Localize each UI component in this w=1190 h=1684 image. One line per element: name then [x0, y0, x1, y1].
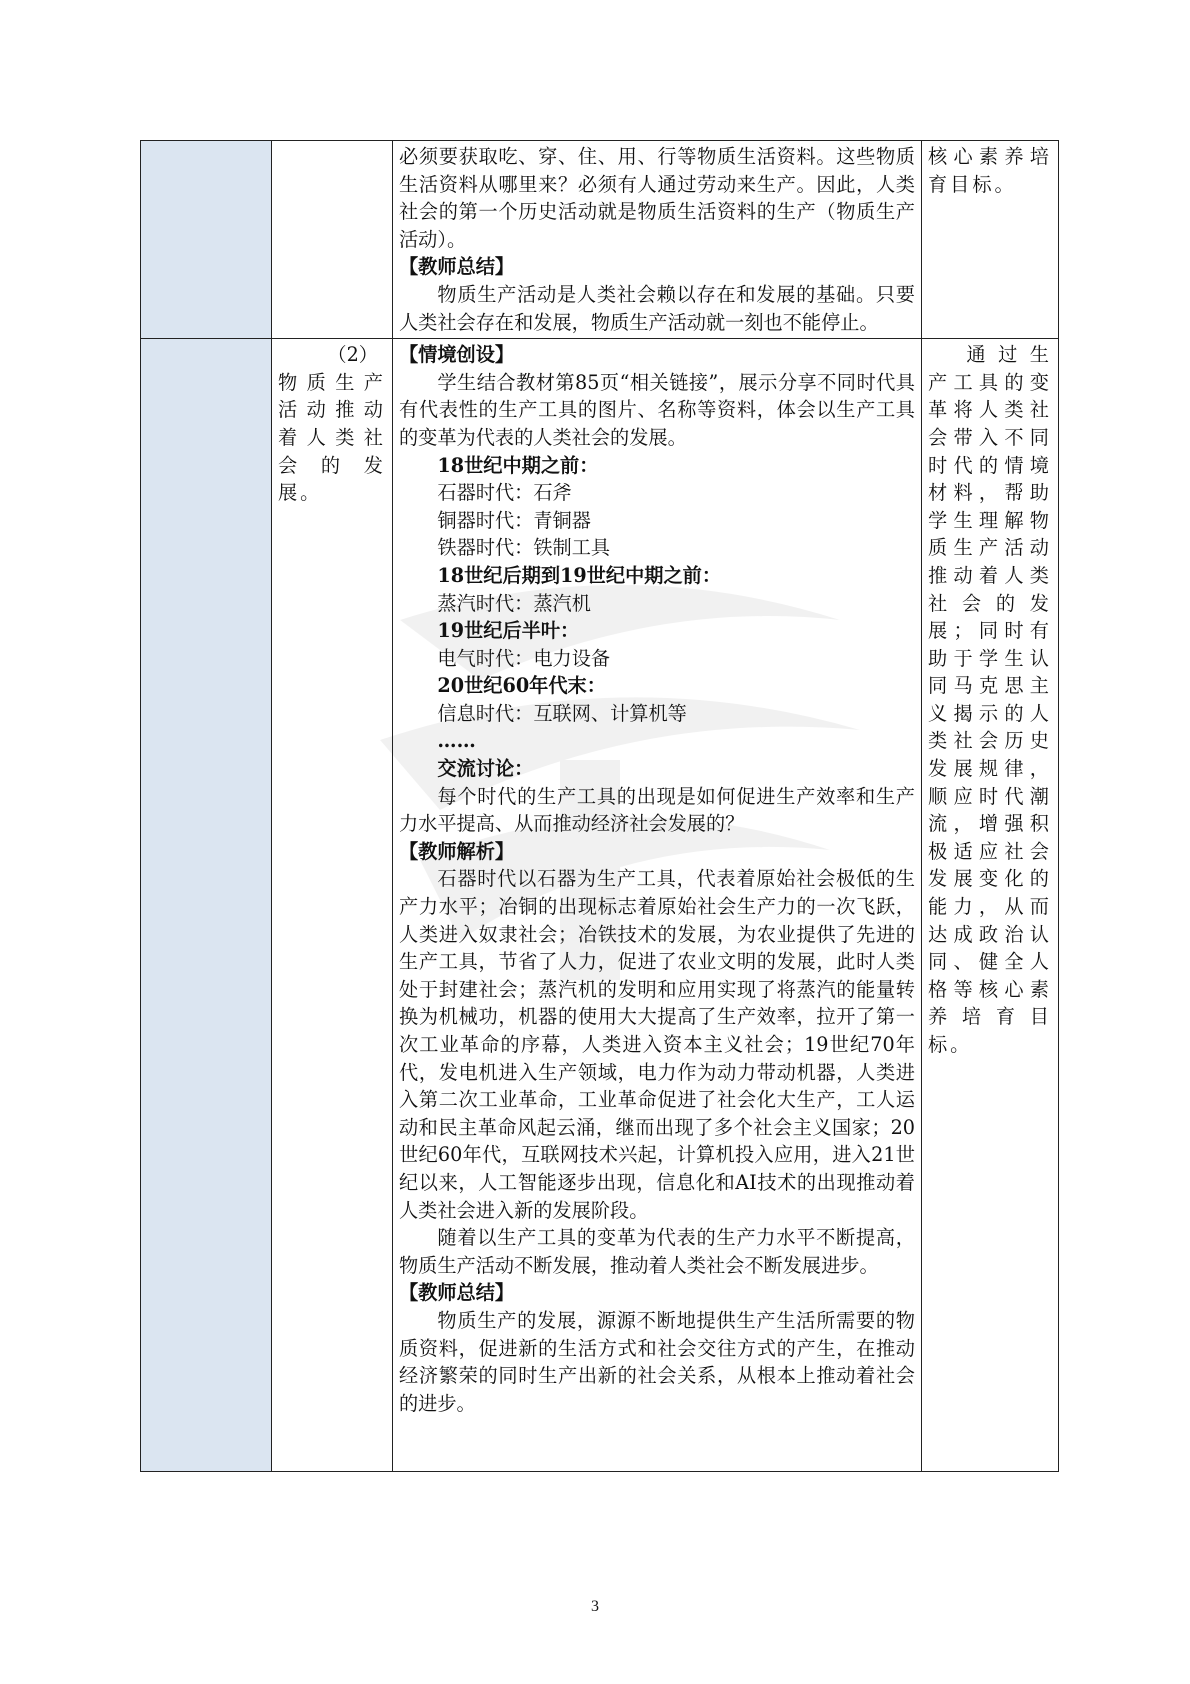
ellipsis: …… — [437, 729, 476, 753]
era-heading: 19世纪后半叶： — [437, 619, 580, 643]
paragraph: 每个时代的生产工具的出现是如何促进生产效率和生产力水平提高、从而推动经济社会发展的？ — [399, 784, 915, 836]
paragraph: 物质生产活动是人类社会赖以存在和发展的基础。只要人类社会存在和发展，物质生产活动就一刻也不能停止。 — [399, 282, 915, 334]
era-item: 信息时代：互联网、计算机等 — [437, 701, 687, 725]
lesson-plan-table — [140, 140, 1059, 1472]
era-heading: 20世纪60年代末： — [437, 674, 606, 698]
era-item: 铜器时代：青铜器 — [437, 508, 591, 532]
paragraph: 学生结合教材第85页“相关链接”，展示分享不同时代具有代表性的生产工具的图片、名称等资料，体会以生产工具的变革为代表的人类社会的发展。 — [399, 370, 915, 449]
content-cell — [393, 141, 922, 339]
paragraph: 必须要获取吃、穿、住、用、行等物质生活资料。这些物质生活资料从哪里来？必须有人通过劳动来生产。因此，人类社会的第一个历史活动就是物质生活资料的生产（物质生产活动）。 — [399, 145, 915, 251]
paragraph: 随着以生产工具的变革为代表的生产力水平不断提高，物质生产活动不断发展，推动着人类社会不断发展进步。 — [399, 1226, 915, 1277]
topic-cell — [272, 141, 393, 339]
topic-cell — [272, 339, 393, 1472]
teacher-summary-label: 【教师总结】 — [399, 1281, 515, 1305]
topic-text: 物质生产活动推动着人类社会的发展。 — [278, 370, 386, 505]
topic-number: （2） — [327, 343, 378, 367]
discussion-label: 交流讨论： — [437, 757, 534, 781]
section-shaded-cell — [141, 141, 272, 339]
paragraph: 物质生产的发展，源源不断地提供生产生活所需要的物质资料，促进新的生活方式和社会交往方式的产生，在推动经济繁荣的同时生产出新的社会关系，从根本上推动着社会的进步。 — [399, 1308, 915, 1415]
goal-cell — [922, 339, 1059, 1472]
goal-text: 核心素养培育目标。 — [928, 145, 1052, 196]
page-number: 3 — [591, 1598, 599, 1615]
teacher-summary-label: 【教师总结】 — [399, 255, 515, 279]
era-item: 电气时代：电力设备 — [437, 646, 611, 670]
situation-label: 【情境创设】 — [399, 343, 515, 367]
table-row — [141, 339, 1059, 1472]
paragraph: 石器时代以石器为生产工具，代表着原始社会极低的生产力水平；冶铜的出现标志着原始社会生产力的一次飞跃，人类进入奴隶社会；冶铁技术的发展，为农业提供了先进的生产工具，节省了人力，促进了农业文明的发展，此时人类处于封建社会；蒸汽机的发明和应用实现了将蒸汽的能量转换为机械功，机器的使用大大提高了生产效率，拉开了第一次工业革命的序幕，人类进入资本主义社会；19世纪70年代，发电机进入生产领域，电力作为动力带动机器，人类进入第二次工业革命，工业革命促进了社会化大生产，工人运动和民主革命风起云涌，继而出现了多个社会主义国家；20世纪60年代，互联网技术兴起，计算机投入应用，进入21世纪以来，人工智能逐步出现，信息化和AI技术的出现推动着人类社会进入新的发展阶段。 — [399, 867, 915, 1222]
table-row — [141, 141, 1059, 339]
era-heading: 18世纪中期之前： — [437, 453, 599, 477]
content-cell — [393, 339, 922, 1472]
teacher-analysis-label: 【教师解析】 — [399, 839, 515, 863]
era-heading: 18世纪后期到19世纪中期之前： — [437, 563, 722, 587]
section-shaded-cell — [141, 339, 272, 1472]
goal-text: 通过生产工具的变革将人类社会带入不同时代的情境材料，帮助学生理解物质生产活动推动着人类社会的发展；同时有助于学生认同马克思主义揭示的人类社会历史发展规律，顺应时代潮流，增强积极适应社会发展变化的能力，从而达成政治认同、健全人格等核心素养培育目标。 — [928, 343, 1052, 1056]
goal-cell — [922, 141, 1059, 339]
era-item: 铁器时代：铁制工具 — [437, 536, 611, 560]
era-item: 蒸汽时代：蒸汽机 — [437, 591, 591, 615]
era-item: 石器时代：石斧 — [437, 481, 572, 505]
